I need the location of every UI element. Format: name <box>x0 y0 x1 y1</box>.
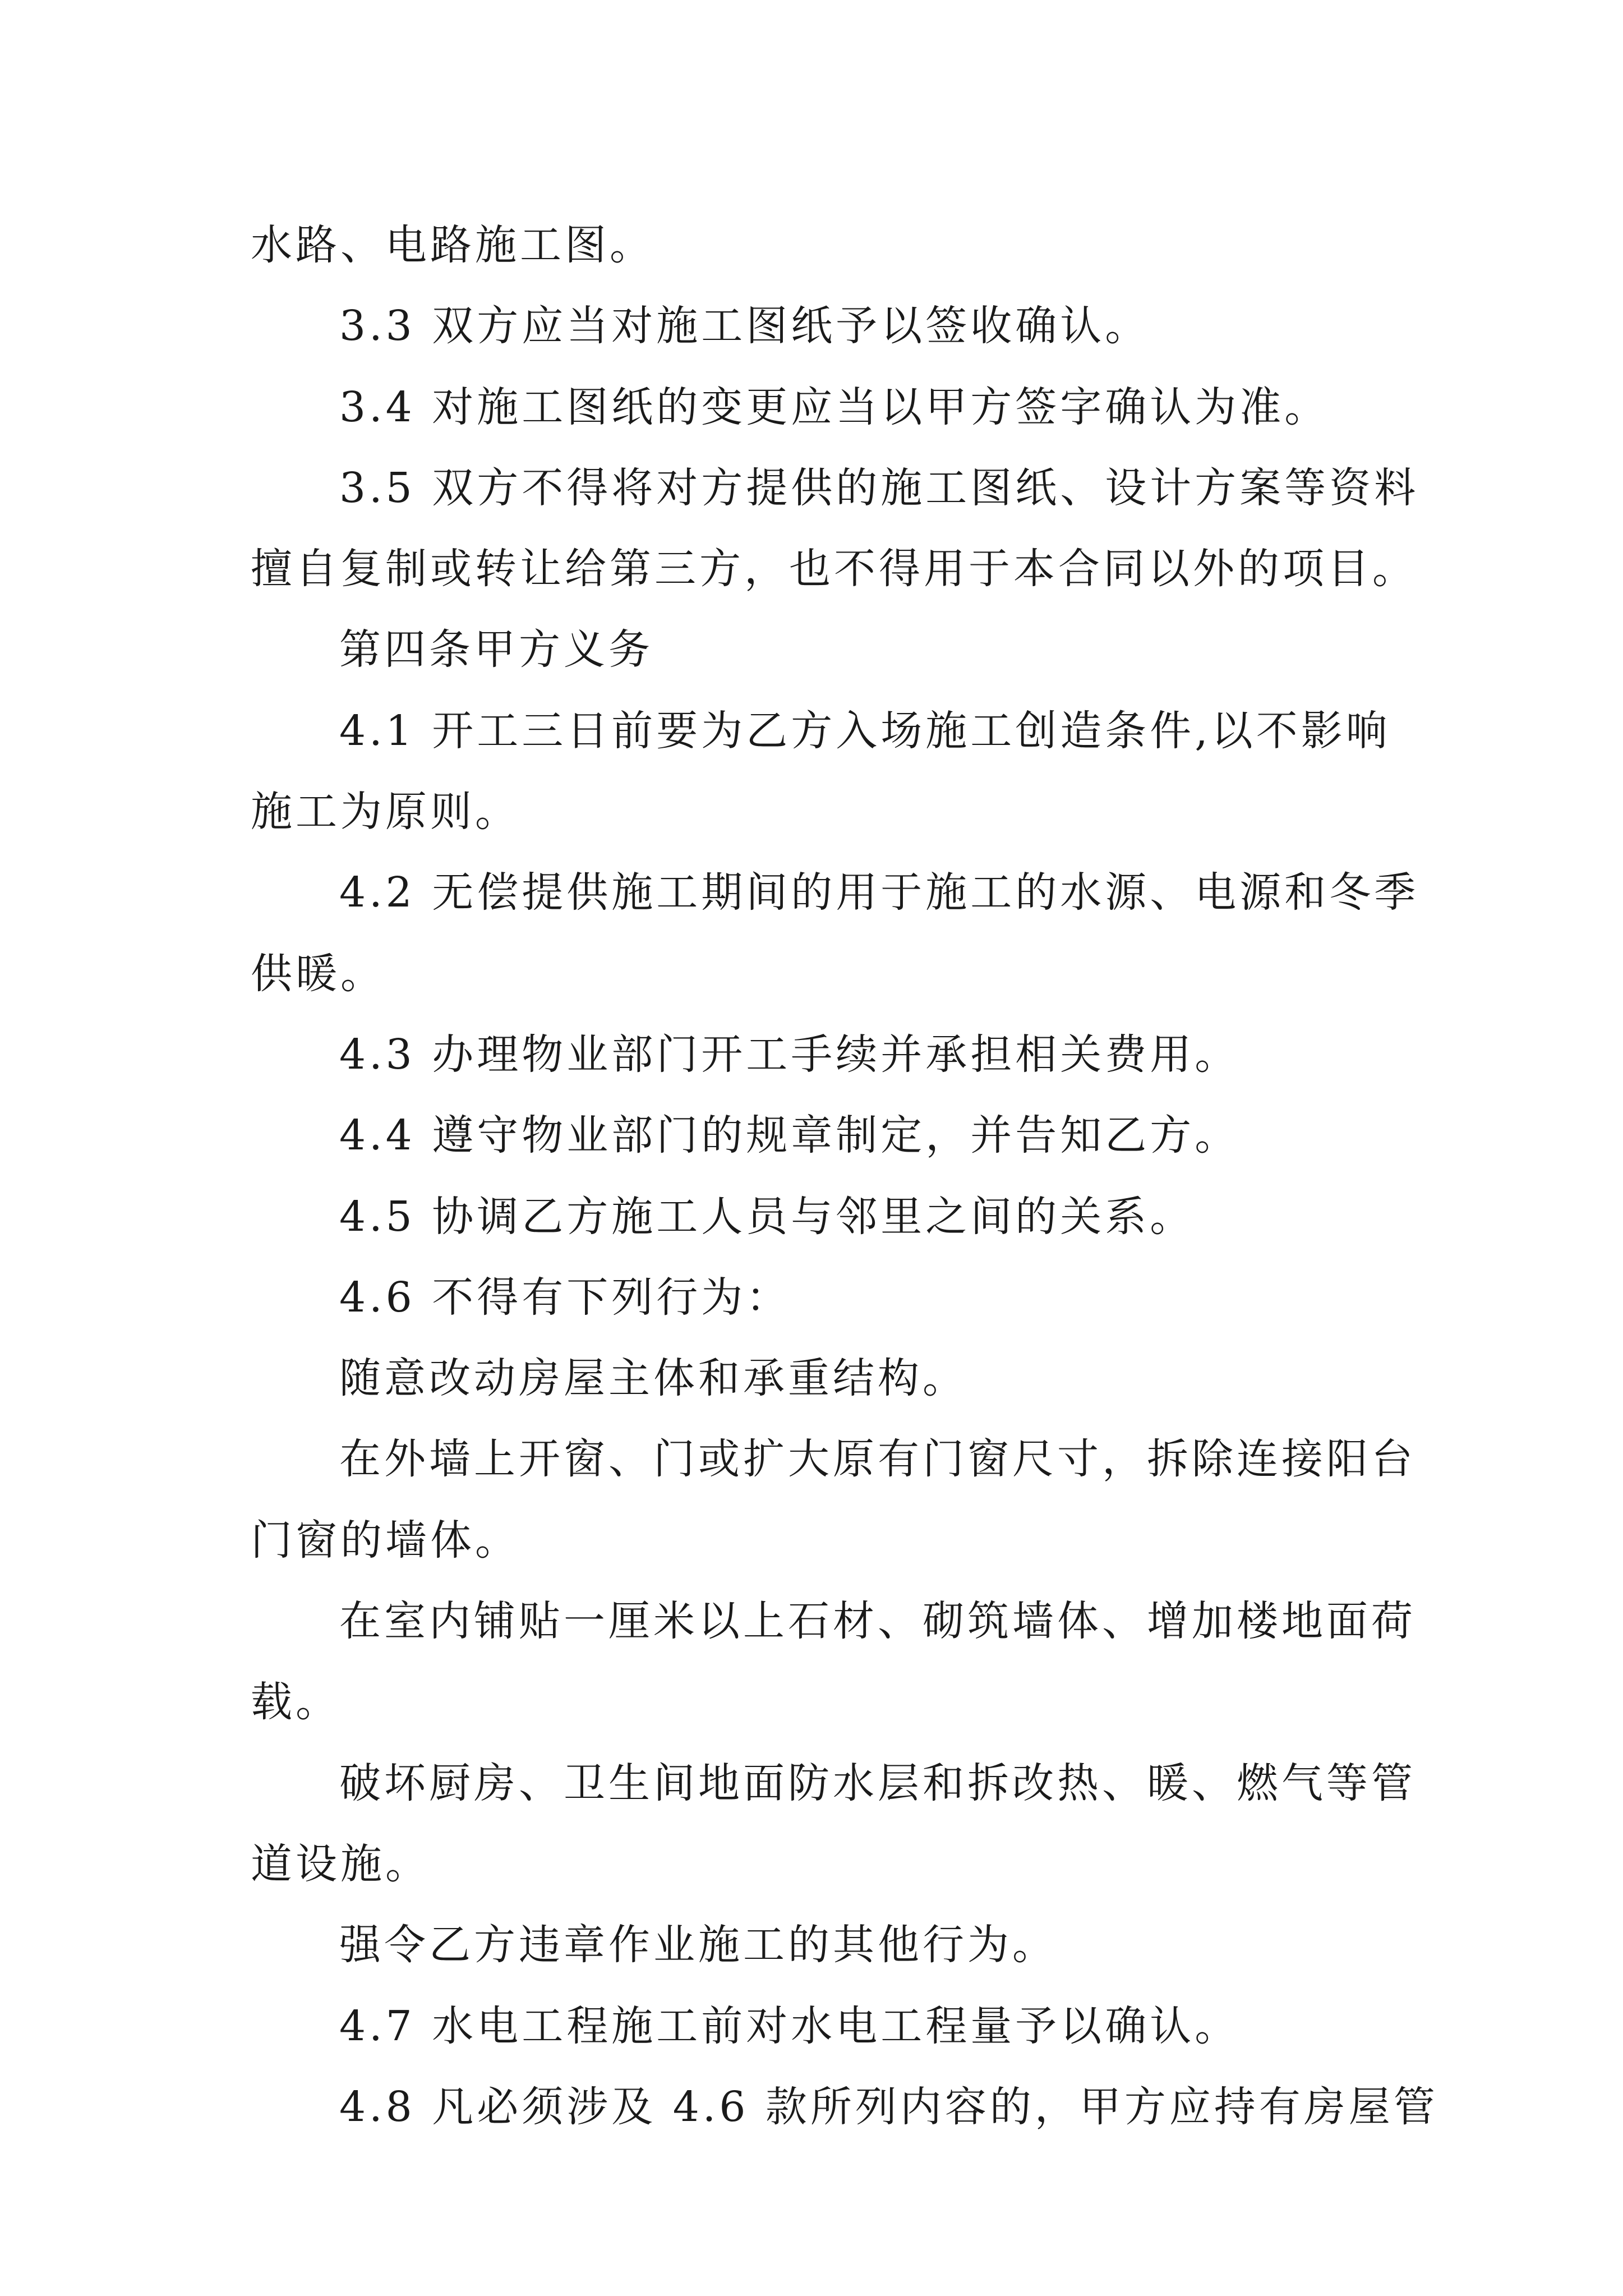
contract-text <box>251 205 1438 2147</box>
text-line-13: 4.5 协调乙方施工人员与邻里之间的关系。 <box>339 1192 1195 1241</box>
text-line-11: 4.3 办理物业部门开工手续并承担相关费用。 <box>339 1030 1240 1079</box>
text-line-3: 3.4 对施工图纸的变更应当以甲方签字确认为准。 <box>339 383 1330 431</box>
text-line-4: 3.5 双方不得将对方提供的施工图纸、设计方案等资料 <box>339 463 1419 512</box>
text-line-9: 4.2 无偿提供施工期间的用于施工的水源、电源和冬季 <box>339 868 1419 917</box>
text-line-5: 擅自复制或转让给第三方，也不得用于本合同以外的项目。 <box>251 545 1417 593</box>
text-line-8: 施工为原则。 <box>251 788 520 836</box>
text-line-21: 道设施。 <box>251 1839 430 1888</box>
text-line-22: 强令乙方违章作业施工的其他行为。 <box>339 1921 1057 1970</box>
text-line-23: 4.7 水电工程施工前对水电工程量予以确认。 <box>339 2001 1240 2050</box>
text-line-20: 破坏厨房、卫生间地面防水层和拆改热、暖、燃气等管 <box>339 1759 1416 1807</box>
text-line-19: 载。 <box>251 1678 340 1727</box>
text-line-16: 在外墙上开窗、门或扩大原有门窗尺寸，拆除连接阳台 <box>339 1435 1416 1484</box>
text-line-2: 3.3 双方应当对施工图纸予以签收确认。 <box>339 302 1150 351</box>
text-line-24: 4.8 凡必须涉及 4.6 款所列内容的，甲方应持有房屋管 <box>339 2082 1438 2131</box>
text-line-1: 水路、电路施工图。 <box>251 221 654 269</box>
text-line-18: 在室内铺贴一厘米以上石材、砌筑墙体、增加楼地面荷 <box>339 1597 1416 1646</box>
text-line-14: 4.6 不得有下列行为： <box>339 1273 791 1322</box>
text-line-15: 随意改动房屋主体和承重结构。 <box>339 1354 967 1403</box>
section-heading-article-4: 第四条甲方义务 <box>339 625 653 674</box>
text-line-12: 4.4 遵守物业部门的规章制定，并告知乙方。 <box>339 1111 1240 1160</box>
text-line-7: 4.1 开工三日前要为乙方入场施工创造条件,以不影响 <box>339 706 1391 755</box>
text-line-10: 供暖。 <box>251 949 385 998</box>
text-line-17: 门窗的墙体。 <box>251 1516 520 1565</box>
